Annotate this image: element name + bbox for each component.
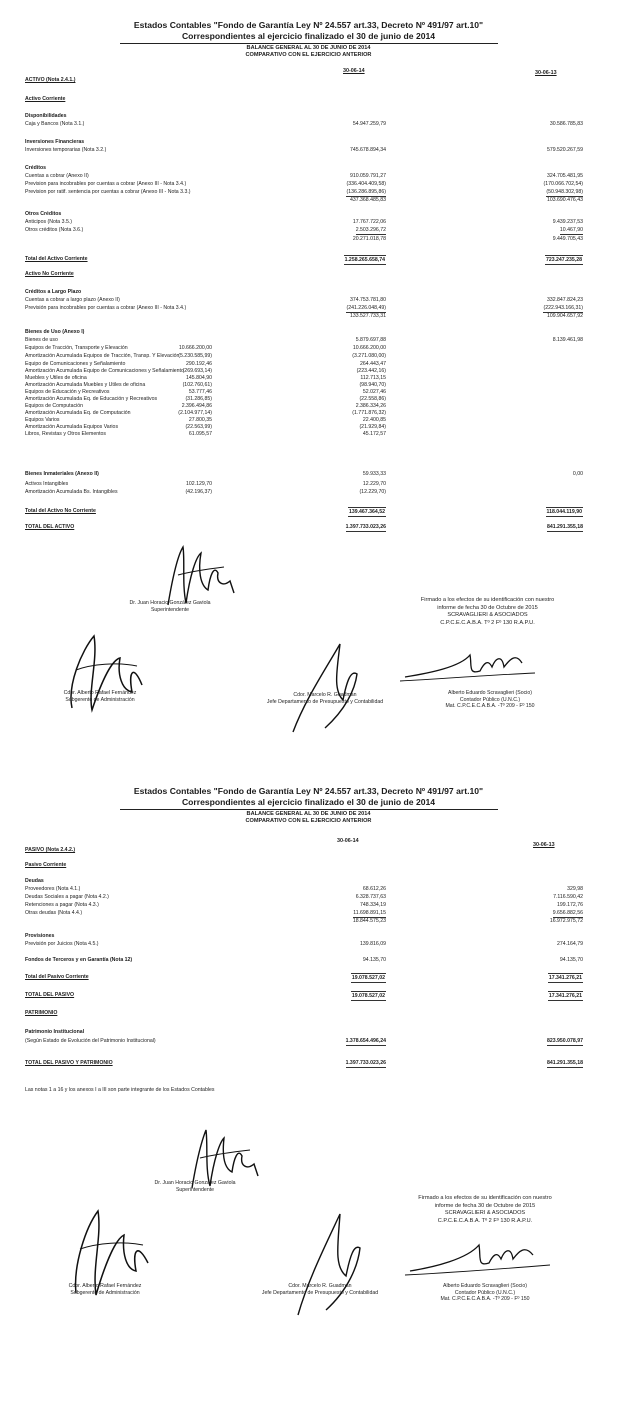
- row-activos-intangibles-37: [0, 480, 617, 488]
- row-deudas-sociales-a-pagar-nota-4-2-4: [0, 893, 617, 901]
- value-current: 19.078.527,02: [351, 975, 385, 981]
- row-label: Amortización Acumulada Bs. Intangibles: [25, 489, 118, 495]
- value-current: (223.442,16): [356, 368, 386, 374]
- row-inversiones-temporarias-nota-3-2-5: [0, 146, 617, 154]
- row-label: PATRIMONIO: [25, 1010, 58, 1016]
- auditor-identification-block: [390, 1195, 580, 1225]
- row-bienes-de-uso-22: [0, 336, 617, 344]
- auditor-signature-icon: [405, 1235, 555, 1280]
- row-label: TOTAL DEL ACTIVO: [25, 524, 75, 530]
- superintendent-role: Superintendente: [175, 1186, 215, 1193]
- value-previous: 30.586.785,83: [549, 121, 583, 127]
- row-label: Equipos de Computación: [25, 403, 83, 409]
- row-label: Prevision para incobrables por cuentas a cobrar (Anexo III - Nota 3.4.): [25, 181, 187, 187]
- value-current: 10.666.200,00: [352, 345, 386, 351]
- row-label: Amortización Acumulada Equipo de Comunicaciones y Señalamiento: [25, 368, 184, 374]
- value-current: (12.229,70): [359, 489, 386, 495]
- auditor-role: Contador Público (U.N.C.): [459, 696, 521, 703]
- row-label: Total del Activo No Corriente: [25, 508, 96, 514]
- value-previous: 274.164,79: [557, 941, 583, 947]
- value-current: 45.172,57: [362, 431, 386, 437]
- row-total-del-activo-40: [0, 523, 617, 531]
- row-subtotal-7: [0, 917, 617, 925]
- row-label: Equipo de Comunicaciones y Señalamiento: [25, 361, 126, 367]
- row-label: Amortización Acumulada Eq. de Computación: [25, 410, 131, 416]
- row-subtotal-14: [0, 235, 617, 243]
- row-prevision-por-juicios-nota-4-5-9: [0, 940, 617, 948]
- value-detail: 102.129,70: [186, 481, 212, 487]
- row-amortizacion-acumulada-bs-intangibles-38: [0, 488, 617, 496]
- value-detail: 61.095,57: [188, 431, 212, 437]
- auditor-signature-icon: [400, 645, 540, 685]
- auditor-line-4: C.P.C.E.C.A.B.A. Tº 2 Fº 130 R.A.P.U.: [437, 1217, 533, 1224]
- row-label: Proveedores (Nota 4.1.): [25, 886, 81, 892]
- value-current: 139.816,09: [360, 941, 386, 947]
- column-header-current: 30-06-14: [343, 68, 365, 74]
- jefe-role: Jefe Departamento de Presupuesto y Contabilidad: [261, 1289, 379, 1296]
- value-current: (1.771.876,32): [352, 410, 386, 416]
- row-label: Pasivo Corriente: [25, 862, 67, 868]
- row-subtotal-10: [0, 196, 617, 204]
- row-label: Cuentas a cobrar (Anexo II): [25, 173, 89, 179]
- auditor-line-1: Firmado a los efectos de su identificación con nuestro: [418, 1195, 552, 1201]
- value-current: 745.678.894,34: [349, 147, 386, 153]
- value-previous: 17.341.276,21: [548, 975, 582, 981]
- row-label: (Según Estado de Evolución del Patrimonio Institucional): [25, 1038, 156, 1044]
- value-detail: (269.693,14): [182, 368, 212, 374]
- row-creditos-a-largo-plazo-17: [0, 288, 617, 296]
- jefe-signature-icon: [290, 1210, 380, 1320]
- value-previous: 579.520.267,59: [546, 147, 583, 153]
- row-total-del-pasivo-12: [0, 991, 617, 999]
- value-current: 748.334,19: [360, 902, 386, 908]
- subgerente-role: Subgerente de Administración: [70, 1289, 140, 1296]
- statement-subtitle: [0, 45, 617, 59]
- row-creditos-6: [0, 164, 617, 172]
- value-current: (21.929,84): [359, 424, 386, 430]
- row-label: Libros, Revistas y Otros Elementos: [25, 431, 107, 437]
- row-label: Deudas: [25, 878, 44, 884]
- subtitle-line-2: COMPARATIVO CON EL EJERCICIO ANTERIOR: [245, 52, 372, 58]
- value-current: 52.027,46: [362, 389, 386, 395]
- row-label: Amortización Acumulada Muebles y Utiles de oficina: [25, 382, 146, 388]
- row-disponibilidades-2: [0, 112, 617, 120]
- value-previous: 329,98: [567, 886, 583, 892]
- value-current: 22.400,85: [362, 417, 386, 423]
- value-previous: 823.950.078,97: [546, 1038, 583, 1044]
- row-label: Amortización Acumulada Equipos de Tracción, Transp. Y Elevación: [25, 353, 180, 359]
- row-label: ACTIVO (Nota 2.4.1.): [25, 77, 76, 83]
- row-equipos-de-traccion-transporte-y-elevaci-23: [0, 344, 617, 352]
- document-title: [0, 786, 617, 808]
- superintendent-block: [100, 600, 240, 613]
- row-label: Amortización Acumulada Eq. de Educación y Recreativos: [25, 396, 158, 402]
- row-libros-revistas-y-otros-elementos-35: [0, 430, 617, 438]
- row-provisiones-8: [0, 932, 617, 940]
- row-activo-nota-2-4-1-0: [0, 76, 617, 84]
- footnote: Las notas 1 a 16 y los anexos I a III son parte integrante de los Estados Contables: [25, 1087, 215, 1093]
- row-inversiones-financieras-4: [0, 138, 617, 146]
- value-current: 2.386.334,26: [355, 403, 386, 409]
- row-prevision-para-incobrables-por-cuentas-a-19: [0, 304, 617, 312]
- value-previous: 7.116.590,42: [553, 894, 583, 900]
- row-label: Patrimonio Institucional: [25, 1029, 85, 1035]
- value-current: (136.286.895,86): [346, 189, 386, 195]
- value-current: 68.612,26: [362, 886, 386, 892]
- row-label: Equipos de Educación y Recreativos: [25, 389, 110, 395]
- column-header-current: 30-06-14: [337, 838, 359, 844]
- value-current: 19.078.527,02: [351, 993, 385, 999]
- value-current: (241.226.048,49): [346, 305, 386, 311]
- row-label: Otras deudas (Nota 4.4.): [25, 910, 83, 916]
- row-label: PASIVO (Nota 2.4.2.): [25, 847, 76, 853]
- row-total-del-activo-no-corriente-39: [0, 507, 617, 515]
- row-label: Créditos: [25, 165, 47, 171]
- title-line-2: Correspondientes al ejercicio finalizado el 30 de junio de 2014: [181, 797, 436, 807]
- value-current: 1.397.733.023,26: [345, 1060, 386, 1066]
- column-header-previous: 30-06-13: [533, 842, 555, 848]
- value-current: 437.368.485,83: [349, 197, 386, 203]
- row-total-del-pasivo-corriente-11: [0, 973, 617, 981]
- value-previous: (222.943.166,31): [543, 305, 583, 311]
- row-label: Bienes de Uso (Anexo I): [25, 329, 85, 335]
- value-previous: (50.948.302,98): [546, 189, 583, 195]
- jefe-signature-icon: [285, 640, 375, 735]
- value-previous: 9.656.882,56: [552, 910, 583, 916]
- row-label: Activos Intangibles: [25, 481, 69, 487]
- statement-subtitle: [0, 811, 617, 825]
- row-segun-estado-de-evolucion-del-patrimonio-15: [0, 1037, 617, 1045]
- value-current: 20.271.018,78: [352, 236, 386, 242]
- title-rule: [120, 43, 498, 44]
- value-previous: 9.449.705,43: [552, 236, 583, 242]
- value-current: 18.844.575,23: [352, 918, 386, 924]
- subgerente-name: Cdor. Alberto Rafael Fernández: [68, 1283, 142, 1289]
- document-title: [0, 20, 617, 42]
- row-otros-creditos-nota-3-6-13: [0, 226, 617, 234]
- value-detail: 10.666.200,00: [178, 345, 212, 351]
- value-detail: 53.777,46: [188, 389, 212, 395]
- row-label: Disponibilidades: [25, 113, 67, 119]
- row-total-del-pasivo-y-patrimonio-16: [0, 1059, 617, 1067]
- value-current: 6.328.737,63: [355, 894, 386, 900]
- value-previous: 841.291.355,18: [546, 1060, 583, 1066]
- superintendent-name: Dr. Juan Horacio González Gaviola: [129, 600, 211, 606]
- value-detail: 2.396.494,86: [181, 403, 212, 409]
- subgerente-block: [30, 690, 170, 703]
- row-activo-no-corriente-16: [0, 270, 617, 278]
- row-label: Inversiones Financieras: [25, 139, 85, 145]
- row-total-del-activo-corriente-15: [0, 255, 617, 263]
- auditor-line-2: informe de fecha 30 de Octubre de 2015: [434, 1202, 536, 1209]
- value-detail: (102.760,61): [182, 382, 212, 388]
- subtitle-line-1: BALANCE GENERAL AL 30 DE JUNIO DE 2014: [246, 811, 371, 817]
- value-current: (98.940,70): [359, 382, 386, 388]
- row-label: Prevision por ratif. sentencia por cuentas a cobrar (Anexo III - Nota 3.3.): [25, 189, 191, 195]
- row-amortizacion-acumulada-equipos-de-tracci-24: [0, 352, 617, 360]
- value-detail: (42.196,37): [185, 489, 212, 495]
- value-current: 59.933,33: [362, 471, 386, 477]
- jefe-name: Cdor. Marcelo R. Guadman: [288, 1283, 352, 1289]
- value-current: (3.271.080,00): [352, 353, 386, 359]
- jefe-block: [250, 692, 400, 705]
- value-previous: 94.135,70: [559, 957, 583, 963]
- auditor-line-4: C.P.C.E.C.A.B.A. Tº 2 Fº 130 R.A.P.U.: [440, 619, 535, 626]
- value-detail: 145.804,90: [186, 375, 212, 381]
- value-previous: 17.341.276,21: [548, 993, 582, 999]
- row-label: Caja y Bancos (Nota 3.1.): [25, 121, 85, 127]
- row-label: Provisiones: [25, 933, 55, 939]
- auditor-identification-block: [395, 597, 580, 627]
- row-anticipos-nota-3-5-12: [0, 218, 617, 226]
- row-label: Fondos de Terceros y en Garantía (Nota 12): [25, 957, 133, 963]
- row-cuentas-a-cobrar-anexo-ii-7: [0, 172, 617, 180]
- value-previous: 723.247.235,28: [545, 257, 582, 263]
- row-label: Otros créditos (Nota 3.6.): [25, 227, 84, 233]
- row-prevision-por-ratif-sentencia-por-cuenta-9: [0, 188, 617, 196]
- subgerente-name: Cdor. Alberto Rafael Fernández: [63, 690, 137, 696]
- jefe-role: Jefe Departamento de Presupuesto y Contabilidad: [266, 698, 384, 705]
- row-pasivo-nota-2-4-2-0: [0, 846, 617, 854]
- value-previous: 10.467,90: [559, 227, 583, 233]
- auditor-line-1: Firmado a los efectos de su identificación con nuestro: [420, 597, 555, 603]
- value-previous: 0,00: [572, 471, 583, 477]
- row-otras-deudas-nota-4-4-6: [0, 909, 617, 917]
- row-bienes-inmateriales-anexo-ii-36: [0, 470, 617, 478]
- value-previous: 103.690.476,43: [546, 197, 583, 203]
- superintendent-name: Dr. Juan Horacio González Gaviola: [154, 1180, 236, 1186]
- value-previous: 118.044.119,90: [546, 509, 582, 515]
- superintendent-role: Superintendente: [150, 606, 190, 613]
- auditor-name: Alberto Eduardo Scravaglieri (Socio): [443, 1283, 527, 1289]
- value-previous: 199.172,76: [557, 902, 583, 908]
- row-label: Bienes de uso: [25, 337, 58, 343]
- value-current: 2.503.296,72: [355, 227, 386, 233]
- row-label: Previsión para incobrables por cuentas a cobrar (Anexo III - Nota 3.4.): [25, 305, 187, 311]
- row-label: Total del Pasivo Corriente: [25, 974, 89, 980]
- value-current: (22.558,86): [359, 396, 386, 402]
- value-detail: 290.192,46: [186, 361, 212, 367]
- row-label: Muebles y Utiles de oficina: [25, 375, 87, 381]
- row-label: Cuentas a cobrar a largo plazo (Anexo II): [25, 297, 120, 303]
- subtitle-line-2: COMPARATIVO CON EL EJERCICIO ANTERIOR: [245, 818, 372, 824]
- value-current: 1.258.265.658,74: [344, 257, 385, 263]
- row-label: Inversiones temporarias (Nota 3.2.): [25, 147, 107, 153]
- value-current: 94.135,70: [362, 957, 386, 963]
- row-bienes-de-uso-anexo-i-21: [0, 328, 617, 336]
- row-label: Anticipos (Nota 3.5.): [25, 219, 72, 225]
- value-current: 910.059.791,27: [349, 173, 386, 179]
- value-previous: 8.139.461,98: [552, 337, 583, 343]
- jefe-name: Cdor. Marcelo R. Guadman: [293, 692, 357, 698]
- row-label: Activo Corriente: [25, 96, 66, 102]
- row-fondos-de-terceros-y-en-garantia-nota-12-10: [0, 956, 617, 964]
- value-previous: 109.904.657,92: [546, 313, 583, 319]
- auditor-line-2: informe de fecha 30 de Octubre de 2015: [437, 604, 538, 611]
- auditor-registration: Mat. C.P.C.E.C.A.B.A. -Tº 209 - Fº 150: [445, 703, 535, 709]
- auditor-signer-block: [410, 690, 570, 710]
- value-current: 133.527.733,31: [349, 313, 386, 319]
- row-label: Previsión por Juicios (Nota 4.5.): [25, 941, 99, 947]
- subgerente-role: Subgerente de Administración: [65, 696, 135, 703]
- row-proveedores-nota-4-1-3: [0, 885, 617, 893]
- value-detail: 27.800,35: [188, 417, 212, 423]
- row-patrimonio-13: [0, 1009, 617, 1017]
- row-label: Total del Activo Corriente: [25, 256, 88, 262]
- value-current: 12.229,70: [362, 481, 386, 487]
- value-current: 1.397.733.023,26: [345, 524, 386, 530]
- value-previous: 324.705.481,95: [546, 173, 583, 179]
- value-current: (336.404.409,58): [346, 181, 386, 187]
- jefe-block: [245, 1283, 395, 1296]
- row-otros-creditos-11: [0, 210, 617, 218]
- value-previous: 841.291.355,18: [546, 524, 583, 530]
- value-previous: 16.972.975,72: [549, 918, 583, 924]
- title-line-2: Correspondientes al ejercicio finalizado el 30 de junio de 2014: [181, 31, 436, 41]
- row-label: TOTAL DEL PASIVO: [25, 992, 75, 998]
- subtitle-line-1: BALANCE GENERAL AL 30 DE JUNIO DE 2014: [246, 45, 371, 51]
- auditor-registration: Mat. C.P.C.E.C.A.B.A. -Tº 209 - Fº 150: [440, 1296, 530, 1302]
- row-activo-corriente-1: [0, 95, 617, 103]
- value-current: 1.378.654.496,24: [345, 1038, 386, 1044]
- value-detail: (2.104.977,14): [178, 410, 212, 416]
- row-patrimonio-institucional-14: [0, 1028, 617, 1036]
- row-caja-y-bancos-nota-3-1-3: [0, 120, 617, 128]
- auditor-line-3: SCRAVAGLIERI & ASOCIADOS: [444, 1210, 526, 1216]
- value-previous: (170.066.702,54): [543, 181, 583, 187]
- value-current: 54.947.259,79: [352, 121, 386, 127]
- row-prevision-para-incobrables-por-cuentas-a-8: [0, 180, 617, 188]
- row-label: Equipos Varios: [25, 417, 60, 423]
- superintendent-block: [125, 1180, 265, 1193]
- title-line-1: Estados Contables "Fondo de Garantía Ley Nº 24.557 art.33, Decreto Nº 491/97 art.10": [133, 20, 484, 30]
- value-current: 139.467.364,52: [348, 509, 385, 515]
- auditor-line-3: SCRAVAGLIERI & ASOCIADOS: [447, 612, 528, 618]
- row-label: Créditos a Largo Plazo: [25, 289, 82, 295]
- value-current: 5.879.697,88: [355, 337, 386, 343]
- row-label: Otros Créditos: [25, 211, 62, 217]
- column-header-previous: 30-06-13: [535, 70, 557, 76]
- row-deudas-2: [0, 877, 617, 885]
- balance-pasivo-page: [0, 780, 617, 1405]
- row-label: Deudas Sociales a pagar (Nota 4.2.): [25, 894, 109, 900]
- title-rule: [120, 809, 498, 810]
- value-detail: (5.230.585,99): [178, 353, 212, 359]
- value-current: 374.753.781,80: [349, 297, 386, 303]
- value-detail: (22.563,99): [185, 424, 212, 430]
- row-cuentas-a-cobrar-a-largo-plazo-anexo-ii-18: [0, 296, 617, 304]
- value-previous: 9.439.237,53: [552, 219, 583, 225]
- auditor-name: Alberto Eduardo Scravaglieri (Socio): [448, 690, 532, 696]
- value-current: 264.443,47: [360, 361, 386, 367]
- row-label: Retenciones a pagar (Nota 4.3.): [25, 902, 99, 908]
- value-current: 112.713,15: [360, 375, 386, 381]
- value-current: 17.767.722,06: [352, 219, 386, 225]
- auditor-role: Contador Público (U.N.C.): [454, 1289, 516, 1296]
- row-pasivo-corriente-1: [0, 861, 617, 869]
- value-previous: 332.847.824,23: [546, 297, 583, 303]
- value-detail: (31.286,85): [185, 396, 212, 402]
- row-label: Equipos de Tracción, Transporte y Elevación: [25, 345, 128, 351]
- row-label: Activo No Corriente: [25, 271, 74, 277]
- row-label: Amortización Acumulada Equipos Varios: [25, 424, 119, 430]
- row-subtotal-20: [0, 312, 617, 320]
- auditor-signer-block: [405, 1283, 565, 1303]
- row-retenciones-a-pagar-nota-4-3-5: [0, 901, 617, 909]
- row-label: TOTAL DEL PASIVO Y PATRIMONIO: [25, 1060, 113, 1066]
- row-label: Bienes Inmateriales (Anexo II): [25, 471, 99, 477]
- subgerente-block: [35, 1283, 175, 1296]
- value-current: 11.698.891,15: [353, 910, 386, 916]
- title-line-1: Estados Contables "Fondo de Garantía Ley Nº 24.557 art.33, Decreto Nº 491/97 art.10": [133, 786, 484, 796]
